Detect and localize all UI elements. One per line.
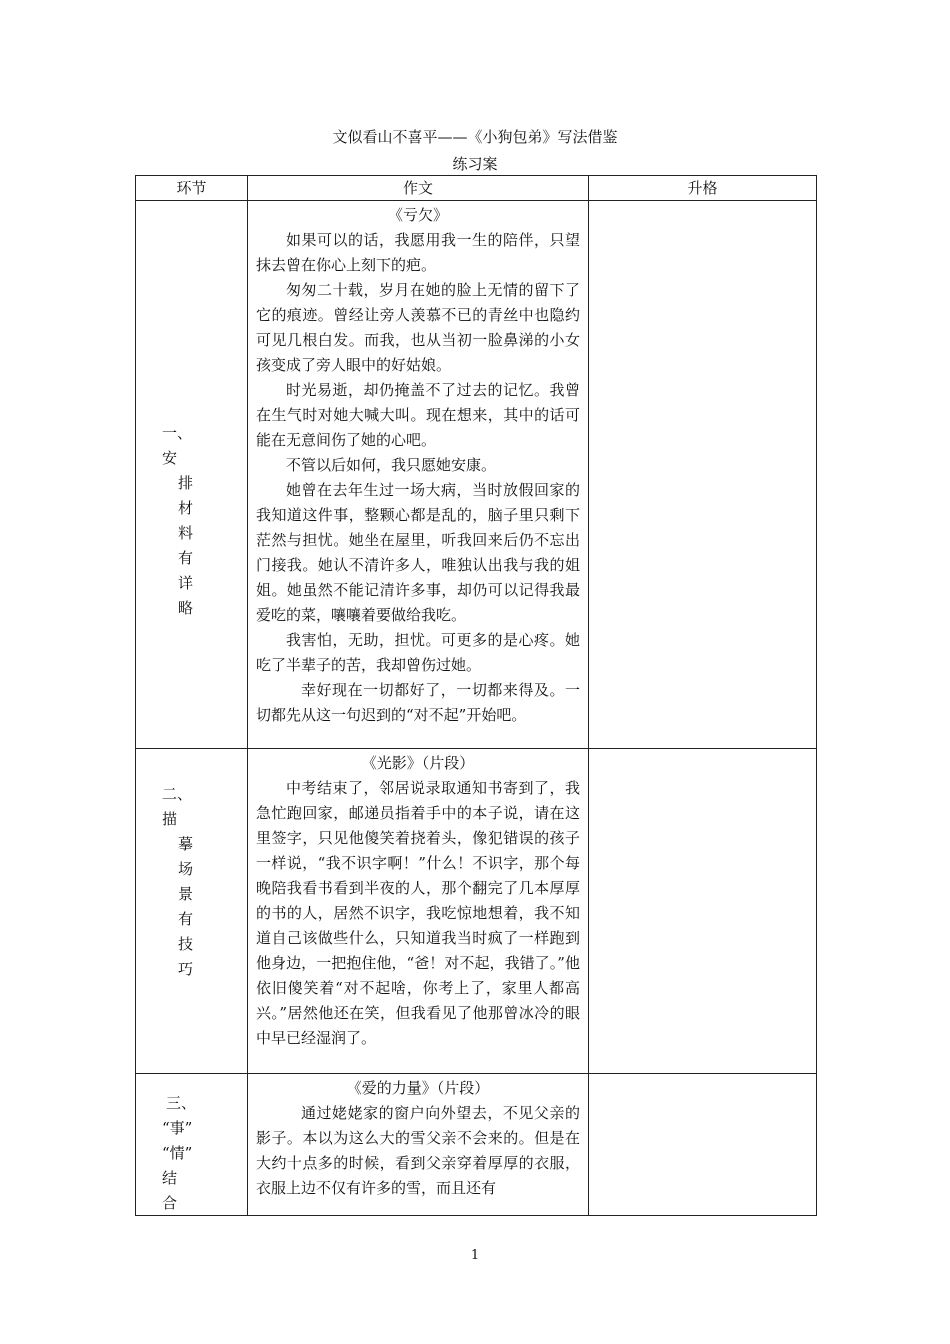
section-char: 排 xyxy=(178,474,194,492)
section-char: 二、 xyxy=(162,785,193,803)
table-row xyxy=(136,201,817,749)
section-char: 料 xyxy=(178,524,194,542)
essay-cell xyxy=(248,1074,589,1216)
section-char: 安 xyxy=(162,449,178,467)
table-header-row xyxy=(136,176,817,201)
section-label xyxy=(162,1091,197,1216)
section-char: 略 xyxy=(178,599,194,617)
section-char: 景 xyxy=(178,885,194,903)
upgrade-cell xyxy=(589,1074,817,1216)
section-char: 场 xyxy=(178,860,194,878)
essay-paragraph: 不管以后如何，我只愿她安康。 xyxy=(286,456,497,474)
table-row xyxy=(136,1074,817,1216)
essay-title: 《亏欠》 xyxy=(387,206,448,224)
essay-paragraph: 她曾在去年生过一场大病，当时放假回家的我知道这件事，整颗心都是乱的，脑子里只剩下茫然与担忧。她坐在屋里，听我回来后仍不忘出门接我。她认不清许多人，唯独认出我与我的姐姐。她虽然不能记清许多事，却仍可以记得我最爱吃的菜，嚷嚷着要做给我吃。 xyxy=(256,481,580,624)
upgrade-cell xyxy=(589,749,817,1074)
essay-paragraph: 时光易逝，却仍掩盖不了过去的记忆。我曾在生气时对她大喊大叫。现在想来，其中的话可能在无意间伤了她的心吧。 xyxy=(256,381,580,449)
section-char: 详 xyxy=(178,574,194,592)
header-stage: 环节 xyxy=(136,176,248,201)
section-char: 巧 xyxy=(178,960,194,978)
section-label-cell xyxy=(136,1074,248,1216)
essay-cell xyxy=(248,749,589,1074)
section-label-cell xyxy=(136,201,248,749)
section-char: 有 xyxy=(178,910,194,928)
section-char: 有 xyxy=(178,549,194,567)
essay-title: 《爱的力量》（片段） xyxy=(346,1079,490,1097)
section-char: 材 xyxy=(178,499,194,517)
essay-paragraph: 我害怕，无助，担忧。可更多的是心疼。她吃了半辈子的苦，我却曾伤过她。 xyxy=(256,631,580,674)
essay-paragraph: 幸好现在一切都好了，一切都来得及。一切都先从这一句迟到的“对不起”开始吧。 xyxy=(256,681,580,724)
section-char: 三、 xyxy=(166,1094,197,1112)
document-title: 文似看山不喜平——《小狗包弟》写法借鉴 xyxy=(332,128,618,146)
essay-title: 《光影》（片段） xyxy=(361,754,475,772)
document-subtitle: 练习案 xyxy=(452,155,498,173)
section-label xyxy=(162,421,192,621)
table-row xyxy=(136,749,817,1074)
section-label-cell xyxy=(136,749,248,1074)
header-upgrade: 升格 xyxy=(589,176,817,201)
section-char: 结 xyxy=(162,1169,178,1187)
section-char: 描 xyxy=(162,810,178,828)
header-essay: 作文 xyxy=(248,176,589,201)
section-char: “事” xyxy=(162,1119,193,1137)
section-label xyxy=(162,782,192,982)
section-char: 摹 xyxy=(178,835,194,853)
page-number: 1 xyxy=(470,1248,480,1263)
essay-paragraph: 如果可以的话，我愿用我一生的陪伴，只望抹去曾在你心上刻下的疤。 xyxy=(256,231,580,274)
essay-cell xyxy=(248,201,589,749)
section-char: 技 xyxy=(178,935,194,953)
essay-paragraph: 匆匆二十载，岁月在她的脸上无情的留下了它的痕迹。曾经让旁人羡慕不已的青丝中也隐约可见几根白发。而我，也从当初一脸鼻涕的小女孩变成了旁人眼中的好姑娘。 xyxy=(256,281,580,374)
practice-table xyxy=(135,175,817,1216)
section-char: 一、 xyxy=(162,424,193,442)
section-char: 合 xyxy=(162,1194,178,1212)
essay-paragraph: 中考结束了，邻居说录取通知书寄到了，我急忙跑回家，邮递员指着手中的本子说，请在这里签字，只见他傻笑着挠着头，像犯错误的孩子一样说，“我不识字啊！”什么！不识字，那个每晚陪我看书看到半夜的人，那个翻完了几本厚厚的书的人，居然不识字，我吃惊地想着，我不知道自己该做些什么，只知道我当时疯了一样跑到他身边，一把抱住他，“爸！对不起，我错了。”他依旧傻笑着“对不起啥，你考上了，家里人都高兴。”居然他还在笑，但我看见了他那曾冰冷的眼中早已经湿润了。 xyxy=(256,779,580,1047)
upgrade-cell xyxy=(589,201,817,749)
essay-paragraph: 通过姥姥家的窗户向外望去，不见父亲的影子。本以为这么大的雪父亲不会来的。但是在大约十点多的时候，看到父亲穿着厚厚的衣服，衣服上边不仅有许多的雪，而且还有 xyxy=(256,1104,580,1197)
section-char: “情” xyxy=(162,1144,193,1162)
